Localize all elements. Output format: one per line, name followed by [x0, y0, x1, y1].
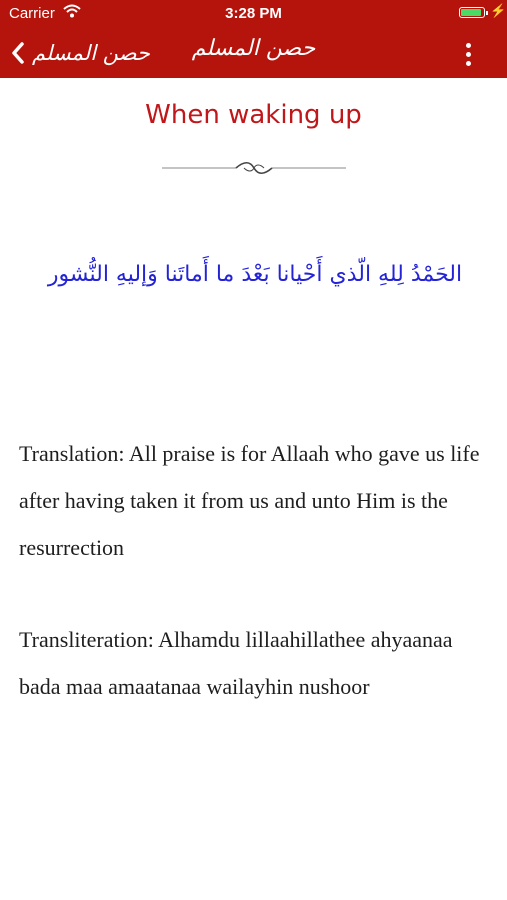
app-header: [0, 0, 507, 78]
navigation-bar: [0, 28, 507, 78]
divider-ornament: [162, 160, 346, 176]
more-options-button[interactable]: [458, 40, 478, 68]
dua-heading: When waking up: [145, 100, 362, 130]
transliteration-text: Transliteration: Alhamdu lillaahillathee ahyaanaa bada maa amaatanaa wailayhin nushoor: [19, 627, 453, 699]
nav-title: حصن المسلم: [191, 36, 316, 61]
battery-icon: [459, 7, 485, 18]
translation-text: Translation: All praise is for Allaah who gave us life after having taken it from us and unto Him is the resurrection: [19, 441, 480, 560]
charging-bolt-icon: ⚡: [490, 3, 507, 18]
arabic-dua-text: الحَمْدُ لِلهِ الّذي أَحْيانا بَعْدَ ما أَماتَنا وَإليهِ النُّشور: [47, 262, 463, 287]
status-bar: [0, 0, 507, 28]
carrier-label: Carrier: [9, 5, 55, 22]
back-button-label: حصن المسلم: [32, 41, 150, 65]
status-time: 3:28 PM: [225, 5, 282, 22]
